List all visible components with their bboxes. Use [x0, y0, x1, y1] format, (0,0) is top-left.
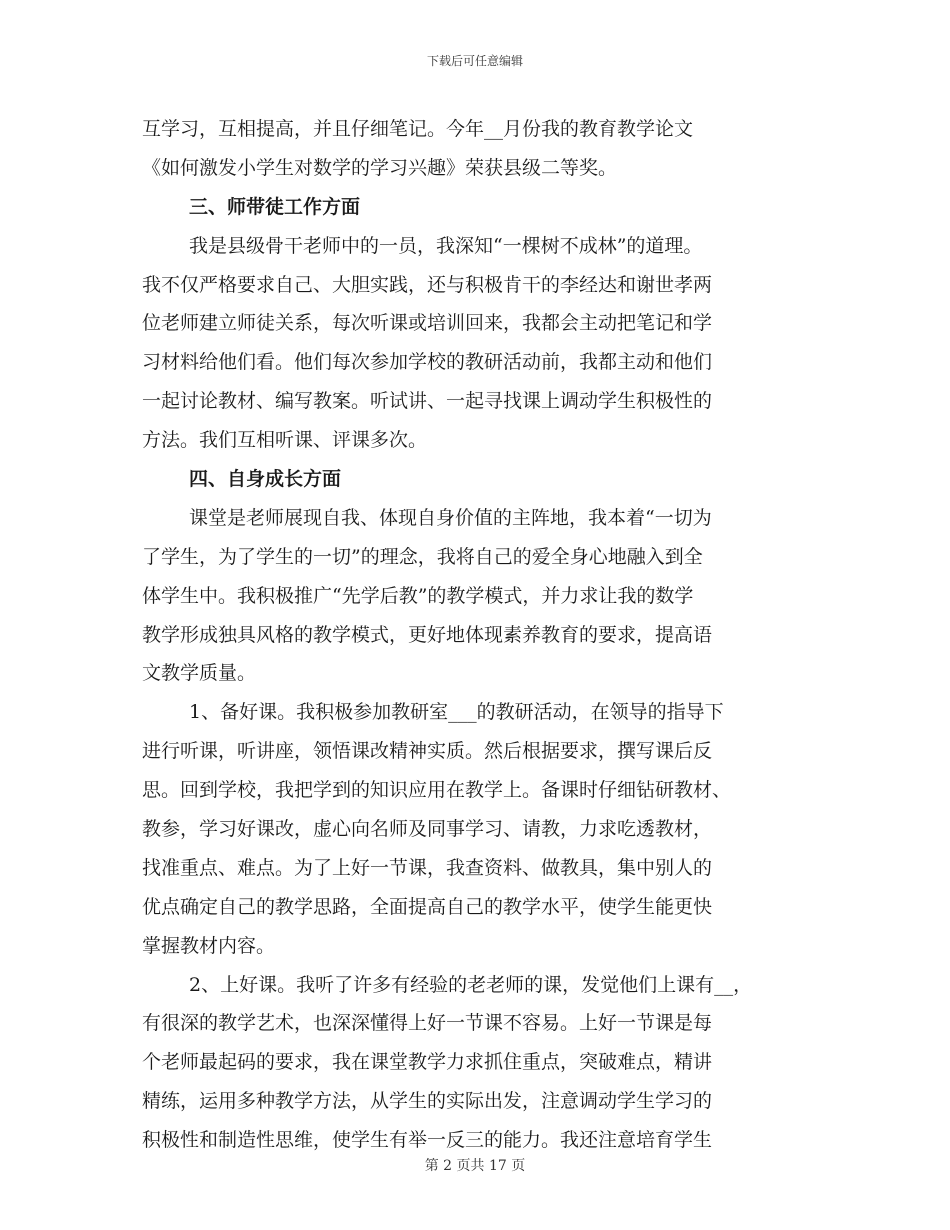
paragraph-line: 课堂是老师展现自我、体现自身价值的主阵地，我本着“一切为: [189, 506, 712, 529]
paragraph-line: 优点确定自己的教学思路，全面提高自己的教学水平，使学生能更快: [142, 895, 713, 918]
paragraph-line: 教参，学习好课改，虚心向名师及同事学习、请教，力求吃透教材，: [142, 818, 713, 841]
paragraph-line: 我是县级骨干老师中的一员，我深知“一棵树不成林”的道理。: [189, 234, 703, 257]
paragraph-line: 位老师建立师徒关系，每次听课或培训回来，我都会主动把笔记和学: [142, 312, 713, 335]
paragraph-line: 积极性和制造性思维，使学生有举一反三的能力。我还注意培育学生: [142, 1129, 713, 1152]
section-heading: 四、自身成长方面: [189, 468, 342, 491]
section-heading: 三、师带徒工作方面: [189, 195, 361, 218]
paragraph-line: 了学生，为了学生的一切”的理念，我将自己的爱全身心地融入到全: [142, 545, 703, 568]
paragraph-line: 文教学质量。: [142, 662, 257, 685]
paragraph-line: 《如何激发小学生对数学的学习兴趣》荣获县级二等奖。: [142, 156, 618, 179]
paragraph-line: 2、上好课。我听了许多有经验的老老师的课，发觉他们上课有__，: [189, 973, 753, 996]
paragraph-line: 一起讨论教材、编写教案。听试讲、一起寻找课上调动学生积极性的: [142, 390, 713, 413]
paragraph-line: 教学形成独具风格的教学模式，更好地体现素养教育的要求，提高语: [142, 623, 713, 646]
document-body: [142, 110, 822, 1160]
page-footer: 第 2 页共 17 页: [424, 1158, 526, 1174]
paragraph-line: 思。回到学校，我把学到的知识应用在教学上。备课时仔细钻研教材、: [142, 779, 732, 802]
paragraph-line: 习材料给他们看。他们每次参加学校的教研活动前，我都主动和他们: [142, 351, 713, 374]
paragraph-line: 我不仅严格要求自己、大胆实践，还与积极肯干的李经达和谢世孝两: [142, 273, 713, 296]
paragraph-line: 方法。我们互相听课、评课多次。: [142, 429, 428, 452]
paragraph-line: 找准重点、难点。为了上好一节课，我查资料、做教具，集中别人的: [142, 856, 713, 879]
paragraph-line: 互学习，互相提高，并且仔细笔记。今年__月份我的教育教学论文: [142, 118, 694, 140]
paragraph-line: 体学生中。我积极推广“先学后教”的教学模式，并力求让我的数学: [142, 584, 694, 607]
paragraph-line: 精练，运用多种教学方法，从学生的实际出发，注意调动学生学习的: [142, 1090, 713, 1113]
paragraph-line: 有很深的教学艺术，也深深懂得上好一节课不容易。上好一节课是每: [142, 1012, 713, 1035]
page-header: 下载后可任意编辑: [426, 54, 523, 68]
paragraph-line: 掌握教材内容。: [142, 934, 276, 957]
paragraph-line: 进行听课，听讲座，领悟课改精神实质。然后根据要求，撰写课后反: [142, 740, 713, 763]
paragraph-line: 1、备好课。我积极参加教研室___的教研活动，在领导的指导下: [189, 701, 724, 724]
paragraph-line: 个老师最起码的要求，我在课堂教学力求抓住重点，突破难点，精讲: [142, 1051, 713, 1074]
